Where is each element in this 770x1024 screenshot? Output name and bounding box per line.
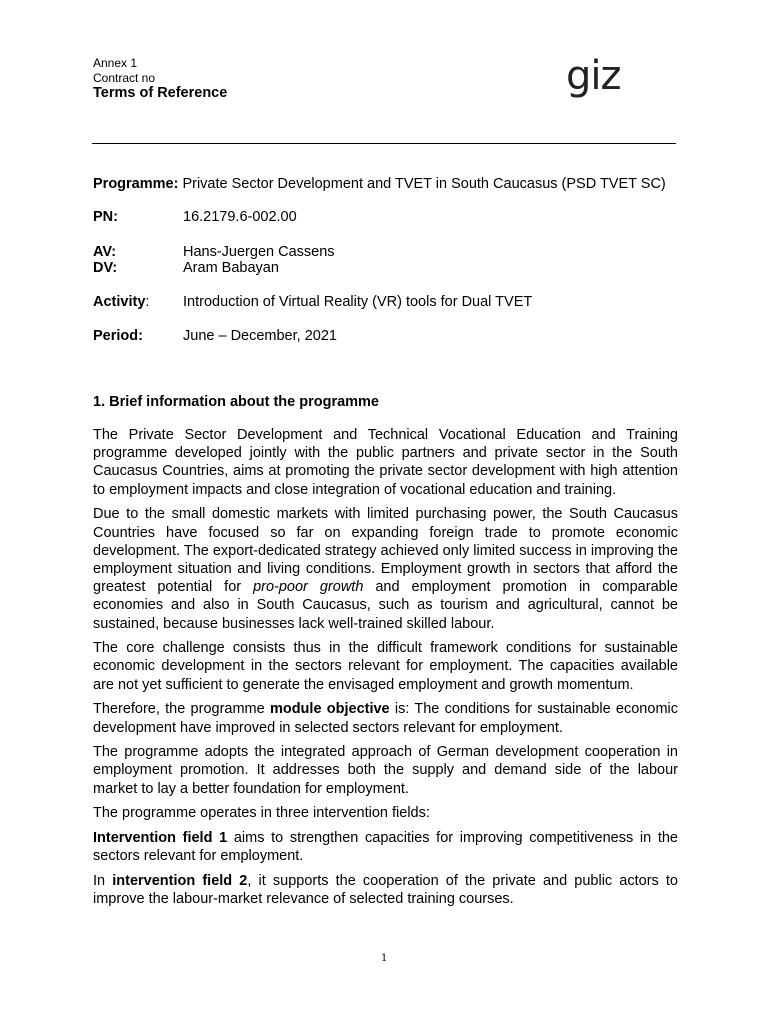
contract-label: Contract no [93, 71, 156, 85]
giz-logo: giz [566, 53, 621, 99]
dv-row [93, 260, 279, 276]
bold-text: Intervention field 1 [93, 830, 228, 847]
section-heading: 1. Brief information about the programme [93, 394, 379, 410]
paragraph: The programme adopts the integrated approach of German development cooperation in employment promotion. It addresses both the supply and demand side of the labour market to lay a better foundation for employment. [93, 744, 678, 797]
text-run: aims to strengthen capacities for improving competitiveness in the sectors relevant for employment. [93, 830, 678, 865]
av-label: AV: [93, 244, 117, 260]
pn-row [93, 209, 297, 225]
section-body [93, 426, 678, 915]
period-label: Period: [93, 328, 143, 344]
pn-label: PN: [93, 209, 118, 225]
paragraph [93, 829, 678, 865]
document-title: Terms of Reference [93, 85, 228, 101]
text-run: In [93, 872, 113, 889]
text-run: and employment promotion in comparable economies and also in South Caucasus, such as tourism and agricultural, cannot be sustained, because businesses lack well-trained skilled labour. [93, 579, 678, 632]
paragraph: The core challenge consists thus in the difficult framework conditions for sustainable economic development in the sectors relevant for employment. The capacities available are not yet sufficient to generate the envisaged employment and growth momentum. [93, 640, 678, 693]
page-number: 1 [381, 953, 388, 964]
programme-row [93, 176, 683, 192]
av-value: Hans-Juergen Cassens [183, 244, 335, 260]
paragraph [93, 505, 678, 632]
dv-value: Aram Babayan [183, 260, 279, 276]
text-run: is: The conditions for sustainable economic development have improved in selected sectors relevant for employment. [93, 701, 678, 736]
bold-text: intervention field 2 [112, 872, 248, 889]
pn-value: 16.2179.6-002.00 [183, 209, 297, 225]
emphasis-text: pro-poor growth [253, 579, 364, 596]
paragraph: The Private Sector Development and Technical Vocational Education and Training programme developed jointly with the public partners and private sector in the South Caucasus Countries, aims at promoting the private sector development with high attention to employment impacts and close integration of vocational education and training. [93, 427, 678, 498]
bold-text: module objective [269, 701, 390, 718]
text-run: , it supports the cooperation of the private and public actors to improve the labour-market relevance of selected training courses. [93, 872, 678, 908]
activity-label: Activity [93, 294, 146, 310]
activity-row [93, 294, 533, 310]
paragraph: The programme operates in three intervention fields: [93, 805, 430, 822]
av-row [93, 244, 335, 260]
activity-value: Introduction of Virtual Reality (VR) tools for Dual TVET [183, 294, 533, 310]
header-divider [92, 143, 676, 144]
text-run: Due to the small domestic markets with limited purchasing power, the South Caucasus Countries have focused so far on expanding foreign trade to promote economic development. The export-dedicated strategy achieved only limited success in improving the employment situation and living conditions. Employment growth in sectors that afford the greatest potential for [93, 506, 678, 596]
activity-colon: : [145, 294, 150, 310]
dv-label: DV: [93, 260, 118, 276]
period-row [93, 328, 337, 344]
period-value: June – December, 2021 [183, 328, 337, 344]
programme-value: Private Sector Development and TVET in South Caucasus (PSD TVET SC) [182, 176, 666, 192]
text-run: Therefore, the programme [93, 701, 270, 718]
programme-label: Programme: [93, 176, 179, 192]
paragraph [93, 700, 678, 736]
paragraph [93, 872, 678, 908]
annex-label: Annex 1 [93, 56, 138, 70]
